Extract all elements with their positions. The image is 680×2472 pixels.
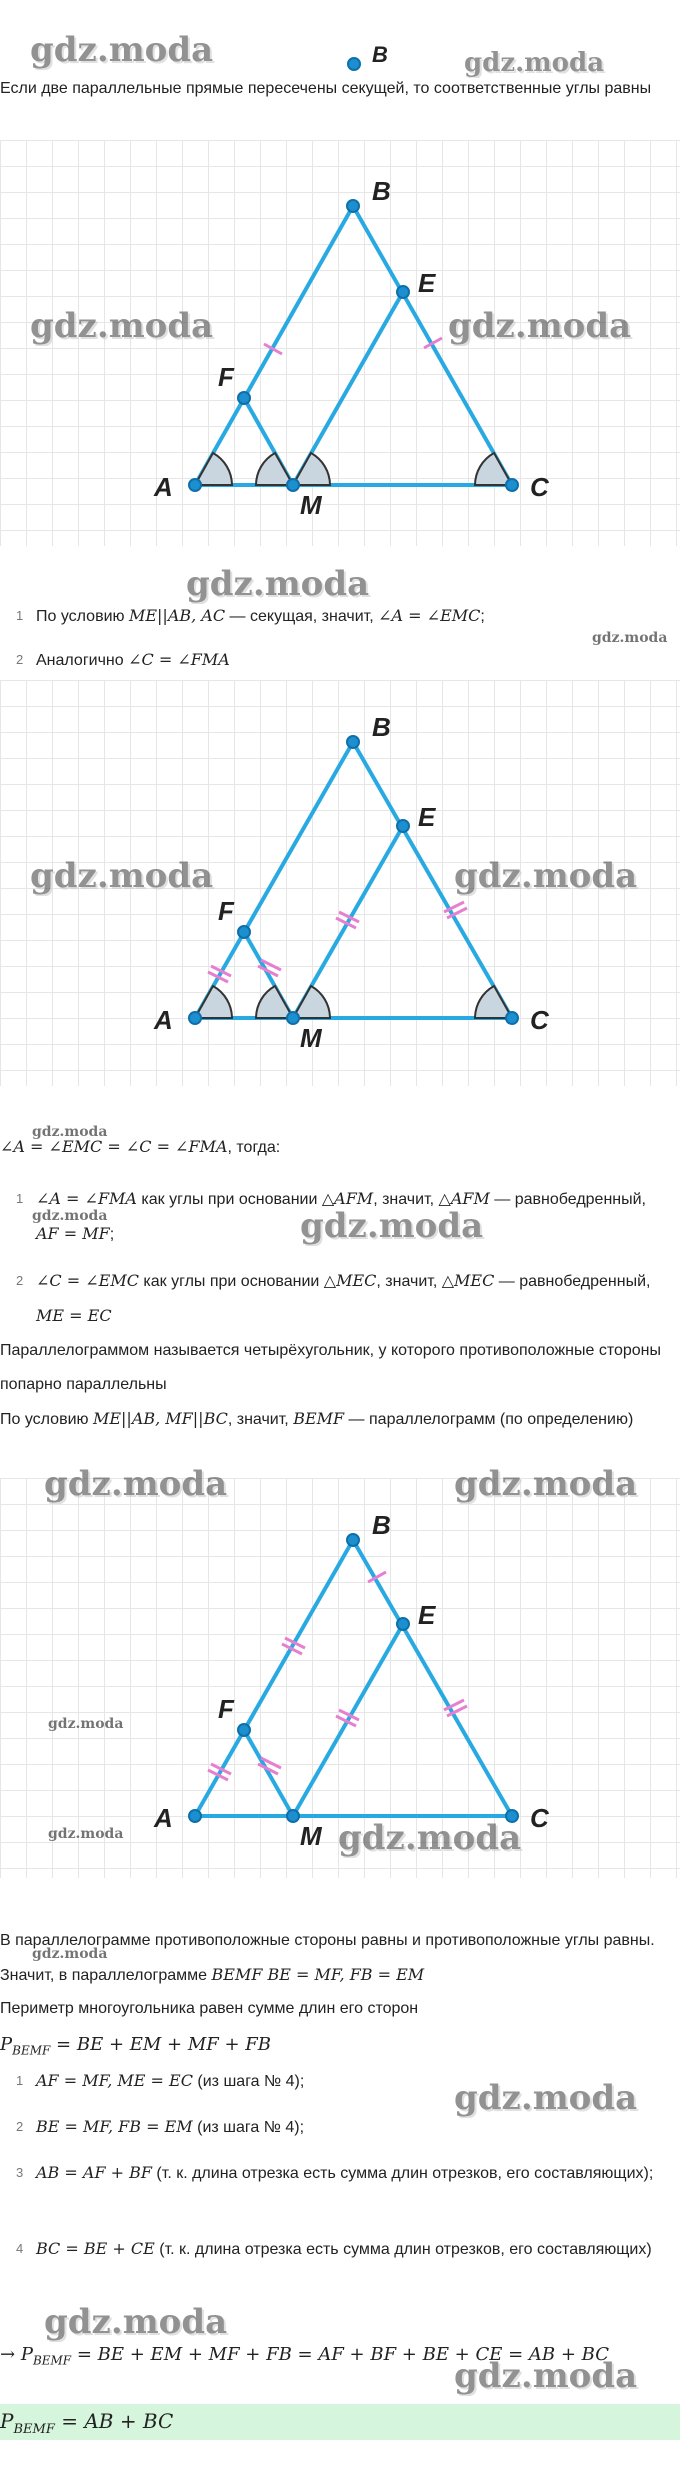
label-e: E	[418, 802, 436, 832]
label-m: M	[300, 1821, 322, 1851]
parallelogram-properties: В параллелограмме противоположные стороны равны и противоположные углы равны. Значит, в параллелограмме BEMF BE = MF, FB = EM	[0, 1932, 655, 1984]
watermark: gdz.moda	[454, 2356, 638, 2396]
conclusion: ∠A = ∠EMC = ∠C = ∠FMA, тогда:	[0, 1137, 281, 1156]
watermark: gdz.moda	[338, 1818, 522, 1858]
label-b: B	[372, 712, 391, 742]
svg-text:B: B	[372, 46, 388, 67]
label-e: E	[418, 1600, 436, 1630]
label-a: A	[154, 472, 173, 502]
rule-corresponding-angles: Если две параллельные прямые пересечены секущей, то соответственные углы равны	[0, 80, 652, 97]
watermark: gdz.moda	[44, 1464, 228, 1504]
final-answer: $P_{BEMF}$ = AB + BC	[0, 2409, 174, 2437]
label-f: F	[218, 896, 234, 926]
watermark: gdz.moda	[454, 856, 638, 896]
label-c: C	[530, 472, 549, 502]
watermark: gdz.moda	[32, 1946, 108, 1962]
perimeter-rule: Периметр многоугольника равен сумме длин его сторон	[0, 2000, 419, 2017]
watermark: gdz.moda	[32, 1124, 108, 1140]
label-f: F	[218, 1694, 234, 1724]
watermark: gdz.moda	[30, 856, 214, 896]
watermark: gdz.moda	[464, 48, 605, 78]
label-c: C	[530, 1005, 549, 1035]
watermark: gdz.moda	[454, 2078, 638, 2118]
label-c: C	[530, 1803, 549, 1833]
label-m: M	[300, 1023, 322, 1053]
label-a: A	[154, 1005, 173, 1035]
label-m: M	[300, 490, 322, 520]
label-b: B	[372, 176, 391, 206]
label-a: A	[154, 1803, 173, 1833]
watermark: gdz.moda	[30, 30, 214, 70]
watermark: gdz.moda	[44, 2302, 228, 2342]
watermark: gdz.moda	[30, 306, 214, 346]
label-e: E	[418, 268, 436, 298]
watermark: gdz.moda	[592, 630, 668, 646]
by-condition: По условию ME||AB, MF||BC, значит, BEMF — параллелограмм (по определению)	[0, 1409, 634, 1428]
watermark: gdz.moda	[448, 306, 632, 346]
watermark: gdz.moda	[32, 1208, 108, 1224]
watermark: gdz.moda	[48, 1826, 124, 1842]
perimeter-derivation: → $P_{BEMF}$ = BE + EM + MF + FB = AF + BF + BE + CE = AB + BC	[0, 2344, 610, 2368]
watermark: gdz.moda	[454, 1464, 638, 1504]
parallelogram-definition: Параллелограммом называется четырёхугольник, у которого противоположные стороны попарно параллельны	[0, 1342, 661, 1393]
figure-3	[0, 1464, 680, 1878]
watermark: gdz.moda	[48, 1716, 124, 1732]
figure-2	[0, 680, 680, 1086]
figure-1	[0, 140, 680, 546]
watermark: gdz.moda	[186, 564, 370, 604]
label-b: B	[372, 1510, 391, 1540]
watermark: gdz.moda	[300, 1206, 484, 1246]
perimeter-formula: $P_{BEMF}$ = BE + EM + MF + FB	[0, 2034, 272, 2058]
label-f: F	[218, 362, 234, 392]
